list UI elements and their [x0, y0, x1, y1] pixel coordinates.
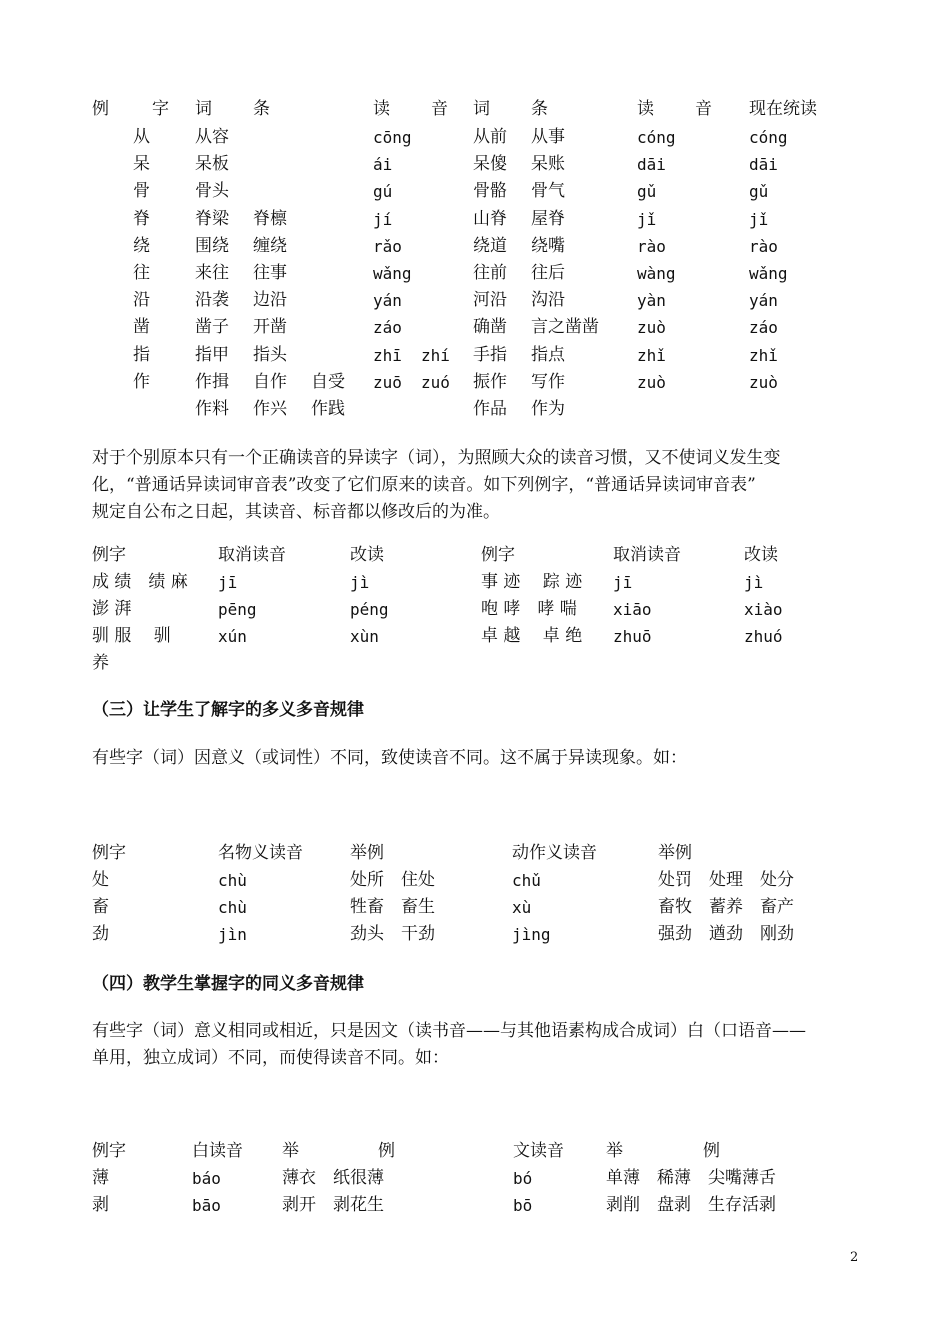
table-cell: zuō: [373, 372, 402, 392]
table-cell: 处罚 处理 处分: [658, 870, 794, 890]
header-cell: 例: [703, 1141, 720, 1161]
table-cell: xiào: [744, 600, 783, 620]
table-cell: 脊梁: [195, 208, 229, 229]
table-cell: zhí: [421, 345, 450, 365]
header-cell: 例字: [92, 545, 126, 565]
table-cell: 薄: [92, 1168, 109, 1188]
table-cell: 自受: [311, 371, 345, 392]
table-cell: 畜牧 蓄养 畜产: [658, 897, 794, 918]
table-row: [0, 233, 950, 260]
table-cell: zuò: [637, 318, 666, 338]
table-cell: xún: [218, 627, 247, 647]
table-cell: jī: [613, 573, 633, 592]
header-cell: 条: [253, 99, 270, 119]
table-cell: pēng: [218, 600, 257, 620]
table-cell: yán: [749, 291, 778, 311]
table-cell: 处: [92, 870, 109, 890]
table-row: [0, 921, 950, 948]
table-row: [0, 596, 950, 623]
table-cell: 牲畜 畜生: [350, 897, 435, 918]
table-cell: 沿袭: [195, 290, 229, 311]
header-cell: 举: [606, 1141, 623, 1161]
table-row: [0, 894, 950, 921]
table-cell: 沟沿: [531, 290, 565, 311]
table-cell: 围绕: [195, 235, 229, 256]
table-cell: cóng: [749, 128, 788, 147]
table-cell: jí: [373, 209, 393, 229]
table-header: [0, 96, 950, 123]
table-cell: 屋脊: [531, 208, 565, 229]
table-row: [0, 260, 950, 287]
table-cell: zuò: [749, 372, 778, 392]
table-cell: jǐ: [749, 209, 769, 229]
header-cell: 字: [152, 99, 169, 119]
table-cell: 作为: [531, 399, 565, 419]
table-cell: 薄衣 纸很薄: [282, 1168, 384, 1188]
table-cell: dāi: [637, 155, 666, 175]
table-cell: záo: [373, 318, 402, 338]
table-cell: 确凿: [473, 317, 507, 338]
table-cell: záo: [749, 318, 778, 338]
table-row-continuation: [0, 650, 950, 677]
header-cell: 现在统读: [749, 99, 817, 119]
table-cell: 写作: [531, 371, 565, 392]
header-cell: 白读音: [192, 1141, 243, 1161]
table-row: [0, 569, 950, 596]
table-cell: 剥开 剥花生: [282, 1195, 384, 1216]
table-cell: 作: [133, 371, 150, 392]
table-cell: 指: [133, 344, 150, 365]
header-cell: 读: [637, 99, 654, 119]
paragraph-alternate-readings: [92, 445, 868, 526]
table-cell: 卓 越 卓 绝: [481, 626, 583, 647]
table-cell: 畜: [92, 897, 109, 918]
header-cell: 改读: [744, 545, 778, 565]
header-cell: 例: [378, 1141, 395, 1161]
table-cell: 往前: [473, 263, 507, 283]
table-cell: zhǐ: [637, 345, 666, 365]
header-cell: 条: [531, 99, 548, 119]
text-line: 单用，独立成词）不同，而使得读音不同。如：: [92, 1048, 449, 1068]
table-cell: chù: [218, 871, 247, 890]
table-cell: gǔ: [637, 182, 657, 202]
table-cell: wǎng: [749, 264, 788, 283]
table-cell: 养: [92, 653, 109, 673]
table-cell: rào: [749, 236, 778, 256]
table-cell: bāo: [192, 1196, 221, 1216]
table-row: [0, 124, 950, 151]
table-cell: xiāo: [613, 600, 652, 620]
table-cell: xù: [512, 898, 532, 918]
header-cell: 例字: [481, 545, 515, 565]
table-cell: chù: [218, 898, 247, 918]
table-row: [0, 1165, 950, 1192]
table-row: [0, 396, 950, 423]
table-cell: 从: [133, 127, 150, 147]
table-cell: dāi: [749, 155, 778, 175]
table-cell: zhī: [373, 345, 402, 365]
table-cell: xùn: [350, 627, 379, 647]
table-row: [0, 206, 950, 233]
section-heading-polysemy: （三）让学生了解字的多义多音规律: [92, 700, 364, 720]
table-cell: wàng: [637, 264, 676, 283]
table-cell: 骨: [133, 181, 150, 202]
table-cell: zhuō: [613, 627, 652, 647]
header-cell: 名物义读音: [218, 843, 303, 863]
table-cell: chǔ: [512, 871, 541, 890]
table-cell: 成 绩 绩 麻: [92, 572, 188, 592]
table-row: [0, 1192, 950, 1219]
table-cell: báo: [192, 1169, 221, 1188]
table-cell: 脊檩: [253, 208, 287, 229]
header-cell: 举例: [350, 843, 384, 863]
table-cell: 自作: [253, 371, 287, 392]
table-cell: 剥: [92, 1195, 109, 1216]
table-cell: 剥削 盘剥 生存活剥: [606, 1195, 776, 1216]
header-cell: 读: [373, 99, 390, 119]
header-cell: 文读音: [513, 1141, 564, 1161]
table-cell: 手指: [473, 344, 507, 365]
table-cell: 呆板: [195, 154, 229, 175]
table-cell: 作品: [473, 399, 507, 419]
table-cell: 劲: [92, 924, 109, 945]
table-cell: 开凿: [253, 317, 287, 338]
table-cell: 从容: [195, 127, 229, 147]
page-number: 2: [850, 1250, 859, 1265]
paragraph-synonymy: [92, 1018, 868, 1072]
text-line: 有些字（词）因意义（或词性）不同，致使读音不同。这不属于异读现象。如：: [92, 748, 687, 768]
table-cell: 脊: [133, 208, 150, 229]
table-cell: 咆 哮 哮 喘: [481, 599, 577, 620]
table-row: [0, 287, 950, 314]
table-cell: 缠绕: [253, 235, 287, 256]
table-cell: jì: [350, 573, 370, 592]
table-cell: 作践: [311, 399, 345, 419]
table-cell: 呆傻: [473, 154, 507, 175]
table-cell: jǐ: [637, 209, 657, 229]
table-cell: 边沿: [253, 290, 287, 311]
table-cell: wǎng: [373, 264, 412, 283]
text-line: 有些字（词）意义相同或相近，只是因文（读书音——与其他语素构成合成词）白（口语音——: [92, 1021, 806, 1041]
table-cell: cōng: [373, 128, 412, 147]
table-cell: 单薄 稀薄 尖嘴薄舌: [606, 1168, 776, 1188]
table-row: [0, 369, 950, 396]
table-cell: 骨头: [195, 181, 229, 202]
table-cell: 指头: [253, 344, 287, 365]
table-cell: cóng: [637, 128, 676, 147]
header-cell: 音: [695, 99, 712, 119]
table-header: [0, 840, 950, 867]
table-cell: 骨气: [531, 181, 565, 202]
table-cell: 劲头 干劲: [350, 924, 435, 945]
table-cell: péng: [350, 600, 389, 620]
table-cell: 从前: [473, 127, 507, 147]
table-cell: yàn: [637, 291, 666, 311]
table-cell: zuó: [421, 372, 450, 392]
table-cell: ái: [373, 155, 393, 175]
table-cell: zuò: [637, 372, 666, 392]
header-cell: 动作义读音: [512, 843, 597, 863]
header-cell: 举例: [658, 843, 692, 863]
table-cell: 绕嘴: [531, 235, 565, 256]
paragraph-polysemy: [92, 745, 868, 772]
header-cell: 例: [92, 99, 109, 119]
table-header: [0, 542, 950, 569]
table-cell: 呆: [133, 154, 150, 175]
header-cell: 音: [431, 99, 448, 119]
table-header: [0, 1138, 950, 1165]
header-cell: 例字: [92, 1141, 126, 1161]
text-line: 化，“普通话异读词审音表”改变了它们原来的读音。如下列例字，“普通话异读词审音表”: [92, 475, 756, 495]
table-cell: 呆账: [531, 154, 565, 175]
header-cell: 举: [282, 1141, 299, 1161]
table-cell: 骨骼: [473, 181, 507, 202]
header-cell: 词: [195, 99, 212, 119]
table-cell: 河沿: [473, 290, 507, 311]
table-cell: 凿子: [195, 317, 229, 338]
table-cell: 驯 服 驯: [92, 626, 171, 647]
table-cell: jì: [744, 573, 764, 592]
section-heading-synonymy: （四）教学生掌握字的同义多音规律: [92, 974, 364, 994]
table-cell: 从事: [531, 127, 565, 147]
table-cell: rào: [637, 236, 666, 256]
table-cell: 处所 住处: [350, 870, 435, 890]
text-line: 对于个别原本只有一个正确读音的异读字（词），为照顾大众的读音习惯，又不使词义发生变: [92, 448, 781, 468]
table-cell: 指甲: [195, 344, 229, 365]
table-cell: bō: [513, 1196, 533, 1216]
table-row: [0, 151, 950, 178]
table-cell: yán: [373, 291, 402, 311]
header-cell: 词: [473, 99, 490, 119]
table-cell: bó: [513, 1169, 533, 1188]
header-cell: 改读: [350, 545, 384, 565]
table-cell: rǎo: [373, 236, 402, 256]
table-cell: 来往: [195, 263, 229, 283]
table-row: [0, 178, 950, 205]
table-cell: 作料: [195, 399, 229, 419]
table-cell: 指点: [531, 344, 565, 365]
table-cell: 沿: [133, 290, 150, 311]
table-row: [0, 314, 950, 341]
table-cell: gǔ: [749, 182, 769, 202]
table-cell: 往后: [531, 263, 565, 283]
text-line: 规定自公布之日起，其读音、标音都以修改后的为准。: [92, 502, 500, 522]
table-cell: 往事: [253, 263, 287, 283]
header-cell: 取消读音: [613, 545, 681, 565]
table-cell: 作揖: [195, 371, 229, 392]
table-cell: 绕: [133, 235, 150, 256]
table-cell: 振作: [473, 371, 507, 392]
table-row: [0, 623, 950, 650]
table-cell: zhuó: [744, 627, 783, 647]
header-cell: 例字: [92, 843, 126, 863]
header-cell: 取消读音: [218, 545, 286, 565]
table-row: [0, 867, 950, 894]
table-row: [0, 342, 950, 369]
table-cell: jī: [218, 573, 238, 592]
table-cell: 言之凿凿: [531, 317, 599, 338]
table-cell: jìn: [218, 925, 247, 945]
table-cell: gú: [373, 182, 393, 202]
table-cell: 山脊: [473, 208, 507, 229]
table-cell: 事 迹 踪 迹: [481, 572, 583, 592]
table-cell: 绕道: [473, 235, 507, 256]
table-cell: 澎 湃: [92, 599, 132, 620]
table-cell: jìng: [512, 925, 551, 945]
table-cell: 作兴: [253, 399, 287, 419]
table-cell: 强劲 遒劲 刚劲: [658, 924, 794, 945]
table-cell: 凿: [133, 317, 150, 338]
table-cell: zhǐ: [749, 345, 778, 365]
table-cell: 往: [133, 263, 150, 283]
